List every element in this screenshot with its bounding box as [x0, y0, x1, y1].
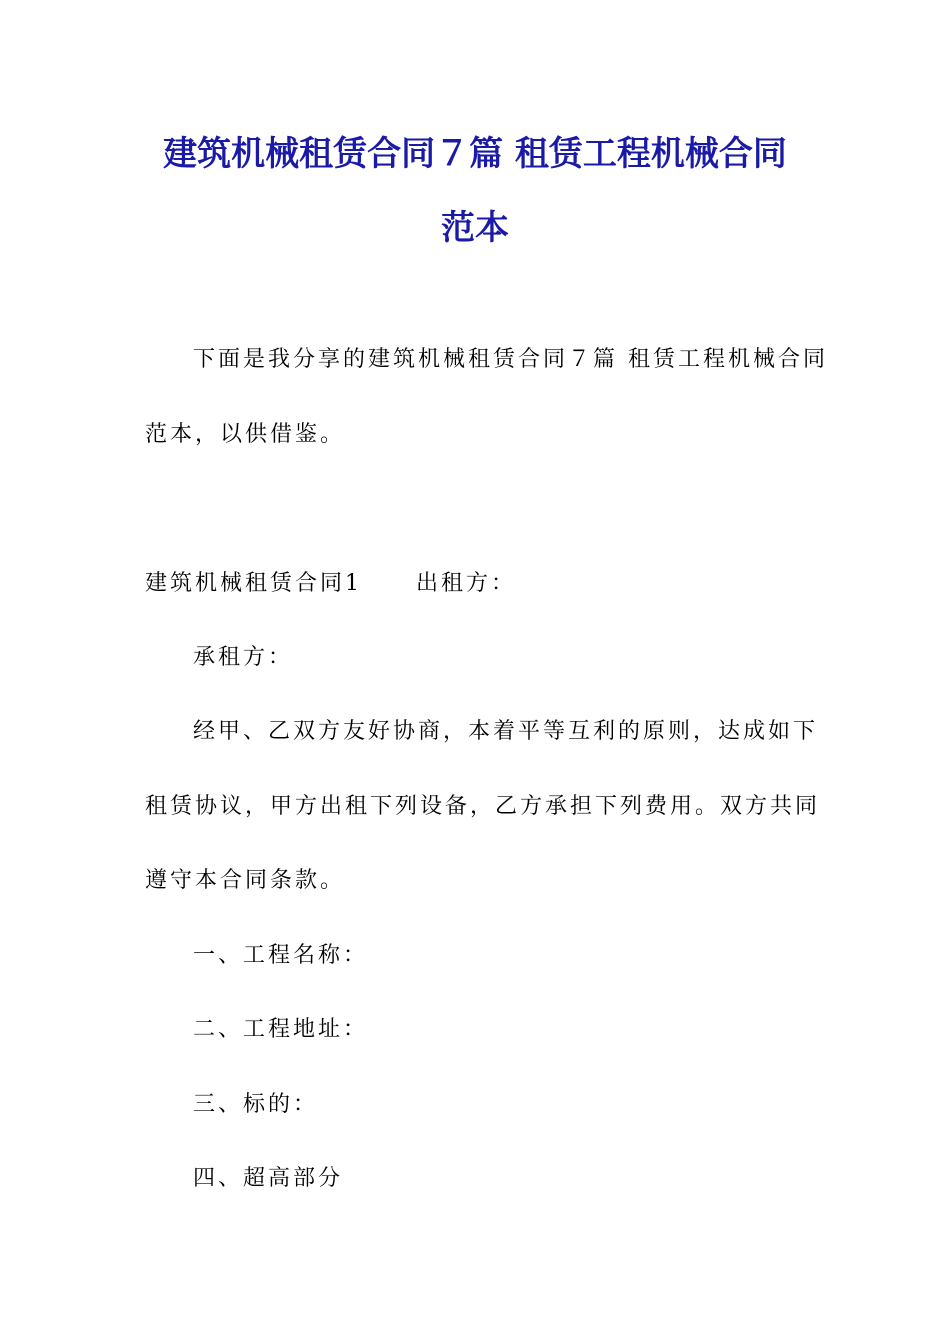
clause-item-3: 三、标的： [193, 1092, 319, 1117]
lessor-label: 出租方： [416, 571, 517, 596]
clause-item-4: 四、超高部分 [193, 1166, 344, 1191]
lessee-label: 承租方： [193, 645, 294, 670]
paragraph-1-line-3: 遵守本合同条款。 [145, 868, 346, 893]
intro-line-1: 下面是我分享的建筑机械租赁合同７篇 租赁工程机械合同 [193, 347, 828, 372]
clause-item-2: 二、工程地址： [193, 1017, 369, 1042]
paragraph-1-line-1: 经甲、乙双方友好协商，本着平等互利的原则，达成如下 [193, 719, 819, 744]
paragraph-1-line-2: 租赁协议，甲方出租下列设备，乙方承担下列费用。双方共同 [145, 794, 821, 819]
clause-item-1: 一、工程名称： [193, 943, 369, 968]
intro-line-2: 范本，以供借鉴。 [145, 422, 346, 447]
document-title-line-2: 范本 [441, 208, 509, 248]
section-heading-row [145, 569, 516, 599]
section-heading: 建筑机械租赁合同1 [145, 571, 362, 596]
document-title-line-1: 建筑机械租赁合同７篇 租赁工程机械合同 [163, 134, 787, 174]
